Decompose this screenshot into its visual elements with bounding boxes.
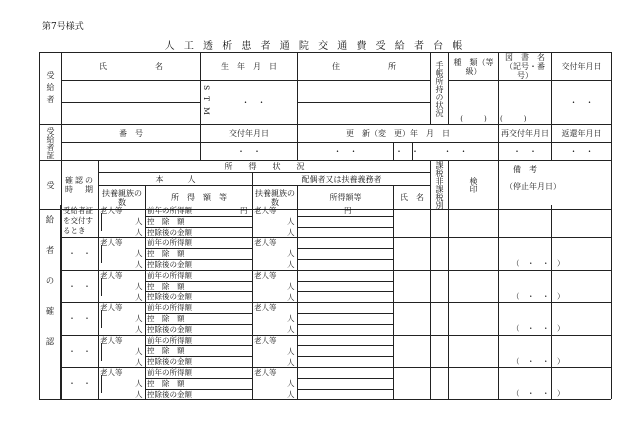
confirmation-section-label: 給者の確認	[39, 205, 61, 400]
spouse-person-unit: 人	[287, 390, 295, 399]
cert-issue-date-cell[interactable]: ・ ・	[201, 143, 298, 161]
spouse-dependents-header: 扶養親族の数	[253, 186, 298, 210]
entry-row-line	[297, 356, 393, 357]
entry-block-border	[61, 335, 611, 336]
spouse-name-header: 氏 名	[394, 186, 431, 210]
entry-row-line	[297, 259, 393, 260]
name-header: 氏 名	[62, 53, 201, 81]
spouse-person-unit: 人	[287, 228, 295, 237]
entry-row-line	[297, 248, 393, 249]
entry-col-border	[611, 335, 612, 367]
entry-block-border	[61, 237, 611, 238]
entry-col-border	[98, 237, 99, 269]
entry-col-border	[145, 205, 146, 237]
entry-col-border	[551, 205, 552, 237]
entry-col-border	[498, 302, 499, 334]
entry-col-border	[98, 270, 99, 302]
entry-col-border	[498, 237, 499, 269]
confirm-time-header: 確認の時 期	[62, 161, 99, 210]
tax-status-header: 課税非課税別	[431, 161, 449, 210]
entry-col-border	[393, 367, 394, 399]
entry-col-border	[252, 335, 253, 367]
entry-col-border	[393, 302, 394, 334]
remarks-date: （ ・ ・ ）	[512, 291, 565, 301]
entry-col-border	[297, 270, 298, 302]
confirm-date-dots: ・ ・	[68, 379, 91, 388]
entry-col-border	[393, 270, 394, 302]
entry-block-border	[61, 399, 611, 400]
kind-grade-header: 種 類（等 級）	[449, 53, 499, 81]
spouse-person-unit: 人	[287, 325, 295, 335]
entry-col-border	[252, 302, 253, 334]
entry-col-border	[145, 302, 146, 334]
return-date-header: 返還年月日	[552, 125, 612, 143]
entry-col-border	[430, 367, 431, 399]
prev-income-label: 前年の所得額	[147, 206, 192, 215]
entry-block-border	[61, 367, 611, 368]
spouse-elderly-label: 老人等	[254, 303, 277, 313]
form-number: 第7号様式	[42, 22, 84, 32]
entry-row-line	[297, 345, 393, 346]
entry-block-border	[61, 270, 611, 271]
recipient-name-cell-2[interactable]	[62, 103, 201, 125]
entry-col-border	[297, 335, 298, 367]
reissue-date-cell[interactable]: ・ ・	[499, 143, 552, 161]
renewal-date-2[interactable]: ・ ・	[394, 143, 413, 161]
self-elderly-label: 老人等	[100, 206, 123, 215]
spouse-person-unit: 人	[287, 249, 295, 259]
entry-col-border	[297, 205, 298, 237]
remarks-date: （ ・ ・ ）	[512, 259, 565, 269]
entry-col-border	[61, 205, 62, 237]
entry-row-line	[297, 324, 393, 325]
cert-renewal-header: 更 新（変 更）年 月 日	[298, 125, 499, 143]
entry-row-line	[297, 389, 393, 390]
deduction-label: 控 除 額	[147, 378, 185, 388]
cert-number-header: 番 号	[62, 125, 201, 143]
spouse-income-header: 所得額等	[298, 186, 394, 210]
entry-col-border	[498, 205, 499, 237]
entry-col-border	[393, 237, 394, 269]
spouse-person-unit: 人	[287, 379, 295, 388]
certificate-section-label: 受給者証	[40, 125, 62, 161]
entry-col-border	[448, 205, 449, 237]
entry-col-border	[448, 302, 449, 334]
entry-col-border	[611, 302, 612, 334]
entry-row-line	[297, 216, 393, 217]
page-title: 人 工 透 析 患 者 通 院 交 通 費 受 給 者 台 帳	[164, 41, 466, 52]
stamp-header: 検印	[449, 161, 499, 210]
spouse-person-unit: 人	[287, 357, 295, 367]
entry-col-border	[430, 205, 431, 237]
entry-row-line	[297, 281, 393, 282]
dob-dots: ・ ・	[241, 97, 266, 107]
deduction-label: 控 除 額	[147, 249, 185, 259]
after-deduction-label: 控除後の金額	[147, 292, 192, 302]
confirm-date-dots: ・ ・	[68, 346, 91, 356]
entry-block-border	[61, 302, 611, 303]
spouse-person-unit: 人	[287, 346, 295, 356]
entry-col-border	[430, 270, 431, 302]
self-header: 本 人	[99, 172, 253, 185]
recipient-section-label: 受給者	[40, 53, 62, 125]
self-elderly-bracket	[101, 310, 104, 328]
remarks-sub-label: （停止年月日）	[505, 182, 562, 191]
self-person-unit: 人	[135, 292, 143, 302]
self-elderly-bracket	[101, 375, 104, 393]
entry-col-border	[611, 205, 612, 237]
remarks-date: （ ・ ・ ）	[512, 324, 565, 334]
renewal-date-1[interactable]: ・ ・	[298, 143, 394, 161]
confirm-date-dots: ・ ・	[68, 249, 91, 259]
spouse-elderly-label: 老人等	[254, 335, 277, 345]
after-deduction-label: 控除後の金額	[147, 324, 192, 334]
recipient-address-line-1[interactable]	[298, 81, 431, 103]
entry-col-border	[448, 270, 449, 302]
self-person-unit: 人	[135, 217, 143, 226]
ledger-table	[39, 52, 612, 210]
recipient-address-line-2[interactable]	[298, 103, 431, 125]
entry-row-line	[297, 227, 393, 228]
book-paren: ( )	[500, 115, 527, 123]
prev-income-label: 前年の所得額	[147, 238, 192, 248]
renewal-date-3[interactable]: ・ ・	[413, 143, 499, 161]
prev-income-label: 前年の所得額	[147, 368, 192, 377]
after-deduction-label: 控除後の金額	[147, 227, 192, 237]
spouse-person-unit: 人	[287, 281, 295, 291]
entry-col-border	[611, 367, 612, 399]
spouse-person-unit: 人	[287, 260, 295, 270]
spouse-person-unit: 人	[287, 292, 295, 302]
self-income-header: 所 得 額 等	[146, 186, 253, 210]
entry-col-border	[498, 270, 499, 302]
entry-col-border	[448, 335, 449, 367]
entry-col-border	[252, 270, 253, 302]
self-person-unit: 人	[135, 249, 143, 259]
spouse-elderly-label: 老人等	[254, 206, 277, 215]
remarks-date: （ ・ ・ ）	[512, 356, 565, 366]
self-elderly-label: 老人等	[100, 368, 123, 377]
self-elderly-bracket	[101, 245, 104, 263]
era-list: STM	[202, 84, 212, 121]
entry-col-border	[252, 367, 253, 399]
entry-col-border	[145, 270, 146, 302]
entry-col-border	[252, 237, 253, 269]
entry-row-line	[297, 291, 393, 292]
entry-col-border	[448, 367, 449, 399]
spouse-header: 配偶者又は扶養義務者	[253, 172, 431, 185]
entry-col-border	[98, 302, 99, 334]
self-person-unit: 人	[135, 260, 143, 270]
self-person-unit: 人	[135, 228, 143, 237]
self-yen-unit: 円	[240, 206, 248, 215]
self-elderly-label: 老人等	[100, 335, 123, 345]
kind-paren: ( )	[460, 115, 487, 123]
entry-col-border	[430, 237, 431, 269]
after-deduction-label: 控除後の金額	[147, 357, 192, 367]
self-elderly-label: 老人等	[100, 303, 123, 313]
entry-col-border	[611, 270, 612, 302]
dob-header: 生 年 月 日	[201, 53, 298, 81]
self-elderly-bracket	[101, 213, 104, 231]
return-date-cell[interactable]: ・ ・	[552, 143, 612, 161]
entry-col-border	[98, 335, 99, 367]
reissue-date-header: 再交付年月日	[499, 125, 552, 143]
cert-issue-date-header: 交付年月日	[201, 125, 298, 143]
entry-col-border	[448, 237, 449, 269]
book-name-header: 図 書 名（記号・番号）	[499, 53, 552, 81]
prev-income-label: 前年の所得額	[147, 303, 192, 313]
entry-col-border	[393, 205, 394, 237]
entry-col-border	[297, 237, 298, 269]
remarks-date: （ ・ ・ ）	[512, 389, 565, 398]
entry-col-border	[145, 367, 146, 399]
entry-row-line	[297, 313, 393, 314]
entry-col-border	[297, 367, 298, 399]
self-person-unit: 人	[135, 357, 143, 367]
self-person-unit: 人	[135, 346, 143, 356]
confirm-date-dots: ・ ・	[68, 314, 91, 324]
entry-col-border	[145, 237, 146, 269]
book-name-cell[interactable]	[499, 81, 552, 125]
handbook-status-label: 手帳所持の状況	[431, 53, 449, 125]
entry-col-border	[145, 335, 146, 367]
prev-income-label: 前年の所得額	[147, 270, 192, 280]
spouse-person-unit: 人	[287, 314, 295, 324]
first-issue-label: 受給者証を交付するとき	[63, 206, 93, 235]
spouse-elderly-label: 老人等	[254, 368, 277, 377]
entry-col-border	[393, 335, 394, 367]
self-person-unit: 人	[135, 325, 143, 335]
self-dependents-header: 扶養親族の数	[99, 186, 146, 210]
deduction-label: 控 除 額	[147, 281, 185, 291]
after-deduction-label: 控除後の金額	[147, 260, 192, 269]
handbook-issue-date-header: 交付年月日	[552, 53, 612, 81]
remarks-header	[499, 161, 612, 210]
remarks-label: 備 考	[513, 165, 538, 174]
spouse-elderly-label: 老人等	[254, 270, 277, 280]
entry-col-border	[252, 205, 253, 237]
self-elderly-label: 老人等	[100, 270, 123, 280]
handbook-issue-date-cell[interactable]: ・ ・	[552, 81, 612, 125]
deduction-label: 控 除 額	[147, 216, 185, 226]
entry-col-border	[430, 302, 431, 334]
confirm-date-dots: ・ ・	[68, 281, 91, 291]
entry-col-border	[611, 237, 612, 269]
income-status-header: 所 得 状 況	[99, 161, 431, 173]
entry-row-line	[297, 378, 393, 379]
self-person-unit: 人	[135, 281, 143, 291]
entry-col-border	[297, 302, 298, 334]
self-elderly-bracket	[101, 343, 104, 361]
spouse-person-unit: 人	[287, 217, 295, 226]
prev-income-label: 前年の所得額	[147, 335, 192, 345]
deduction-label: 控 除 額	[147, 314, 185, 323]
after-deduction-label: 控除後の金額	[147, 389, 192, 399]
spouse-yen-unit: 円	[344, 206, 352, 215]
address-header: 住 所	[298, 53, 431, 81]
kind-grade-cell[interactable]	[449, 81, 499, 125]
self-person-unit: 人	[135, 390, 143, 399]
recipient-dob-cell[interactable]	[201, 81, 298, 125]
self-person-unit: 人	[135, 314, 143, 324]
self-person-unit: 人	[135, 379, 143, 388]
entry-col-border	[98, 367, 99, 399]
self-elderly-label: 老人等	[100, 238, 123, 248]
entry-col-border	[498, 367, 499, 399]
confirmation-section-label-top: 受	[40, 161, 62, 210]
recipient-name-cell[interactable]	[62, 81, 201, 103]
spouse-elderly-label: 老人等	[254, 238, 277, 248]
entry-col-border	[498, 335, 499, 367]
self-elderly-bracket	[101, 278, 104, 296]
entry-col-border	[430, 335, 431, 367]
cert-number-cell[interactable]	[62, 143, 201, 161]
deduction-label: 控 除 額	[147, 346, 185, 356]
